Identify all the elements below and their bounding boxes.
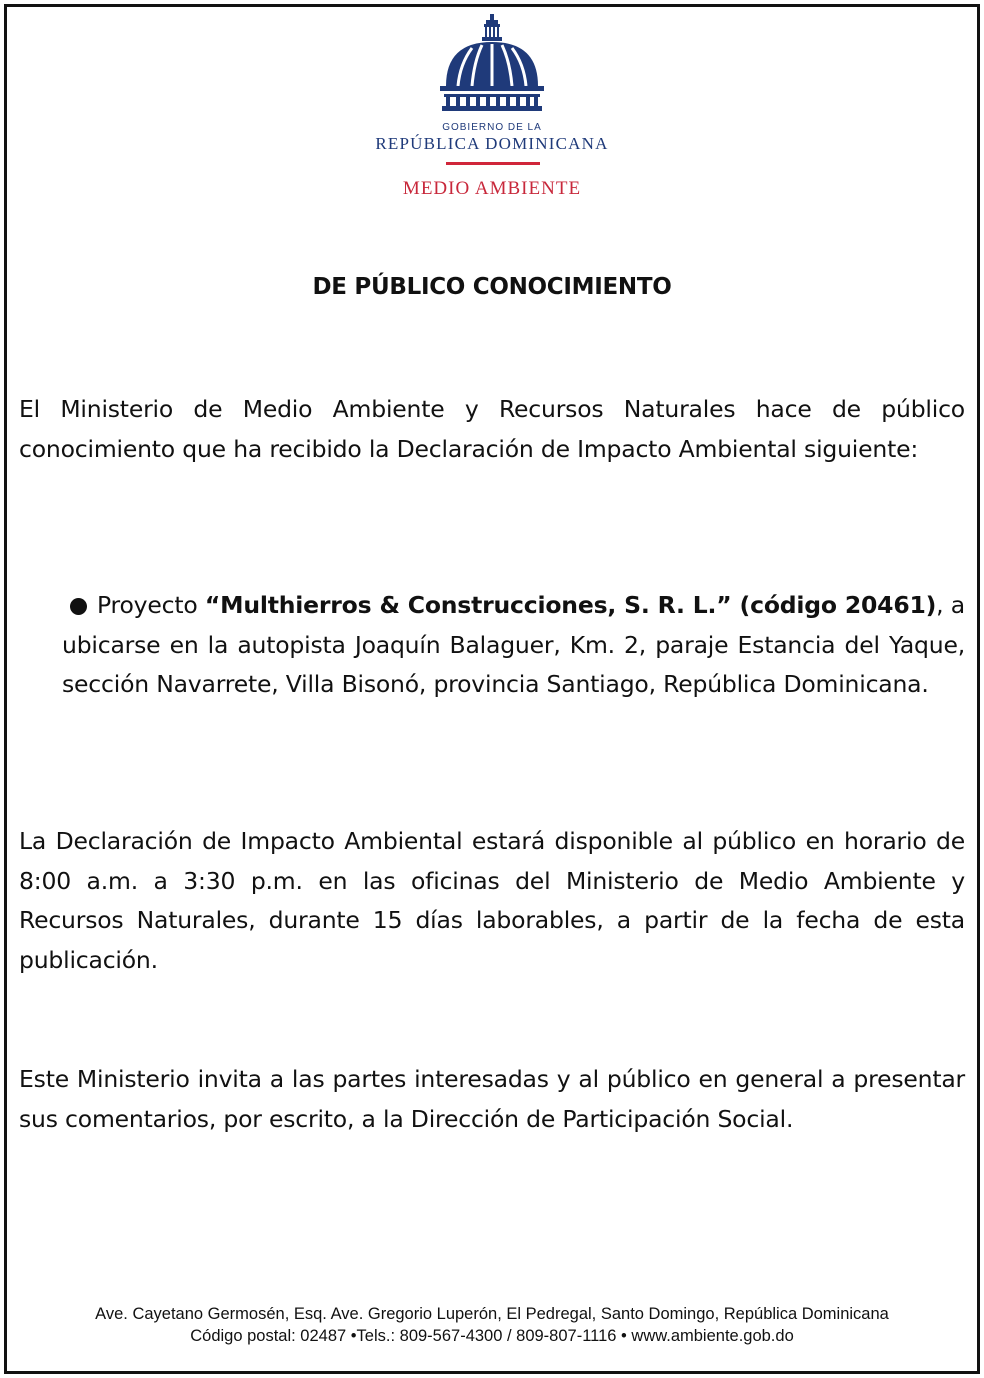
logo-line-small: GOBIERNO DE LA bbox=[442, 122, 542, 133]
logo-line-large: REPÚBLICA DOMINICANA bbox=[375, 134, 609, 153]
footer bbox=[0, 1303, 984, 1347]
invitation-paragraph: Este Ministerio invita a las partes interesadas y al público en general a presentar sus comentarios, por escrito, a la Dirección de Participación Social. bbox=[19, 1065, 965, 1133]
dome-emblem-icon bbox=[440, 14, 544, 114]
logo-divider bbox=[446, 162, 540, 165]
project-name: “Multhierros & Construcciones, S. R. L.” (código 20461) bbox=[204, 591, 937, 619]
ministry-name: MEDIO AMBIENTE bbox=[402, 178, 582, 199]
project-location: , a ubicarse en la autopista Joaquín Balaguer, Km. 2, paraje Estancia del Yaque, sección Navarrete, Villa Bisonó, provincia Santiago, República Dominicana. bbox=[62, 591, 965, 698]
availability-paragraph: La Declaración de Impacto Ambiental estará disponible al público en horario de 8:00 a.m. a 3:30 p.m. en las oficinas del Ministerio de Medio Ambiente y Recursos Naturales, durante 15 días laborables, a partir de la fecha de esta publicación. bbox=[19, 827, 965, 974]
project-bullet bbox=[62, 586, 965, 705]
footer-contact: Código postal: 02487 •Tels.: 809-567-4300 / 809-807-1116 • www.ambiente.gob.do bbox=[190, 1327, 794, 1345]
bullet-dot-icon bbox=[70, 598, 87, 615]
footer-address: Ave. Cayetano Germosén, Esq. Ave. Gregorio Luperón, El Pedregal, Santo Domingo, República Dominicana bbox=[95, 1305, 889, 1323]
notice-heading: DE PÚBLICO CONOCIMIENTO bbox=[312, 274, 672, 300]
bullet-lead: Proyecto bbox=[97, 591, 205, 619]
intro-paragraph: El Ministerio de Medio Ambiente y Recursos Naturales hace de público conocimiento que ha recibido la Declaración de Impacto Ambiental siguiente: bbox=[19, 395, 965, 463]
